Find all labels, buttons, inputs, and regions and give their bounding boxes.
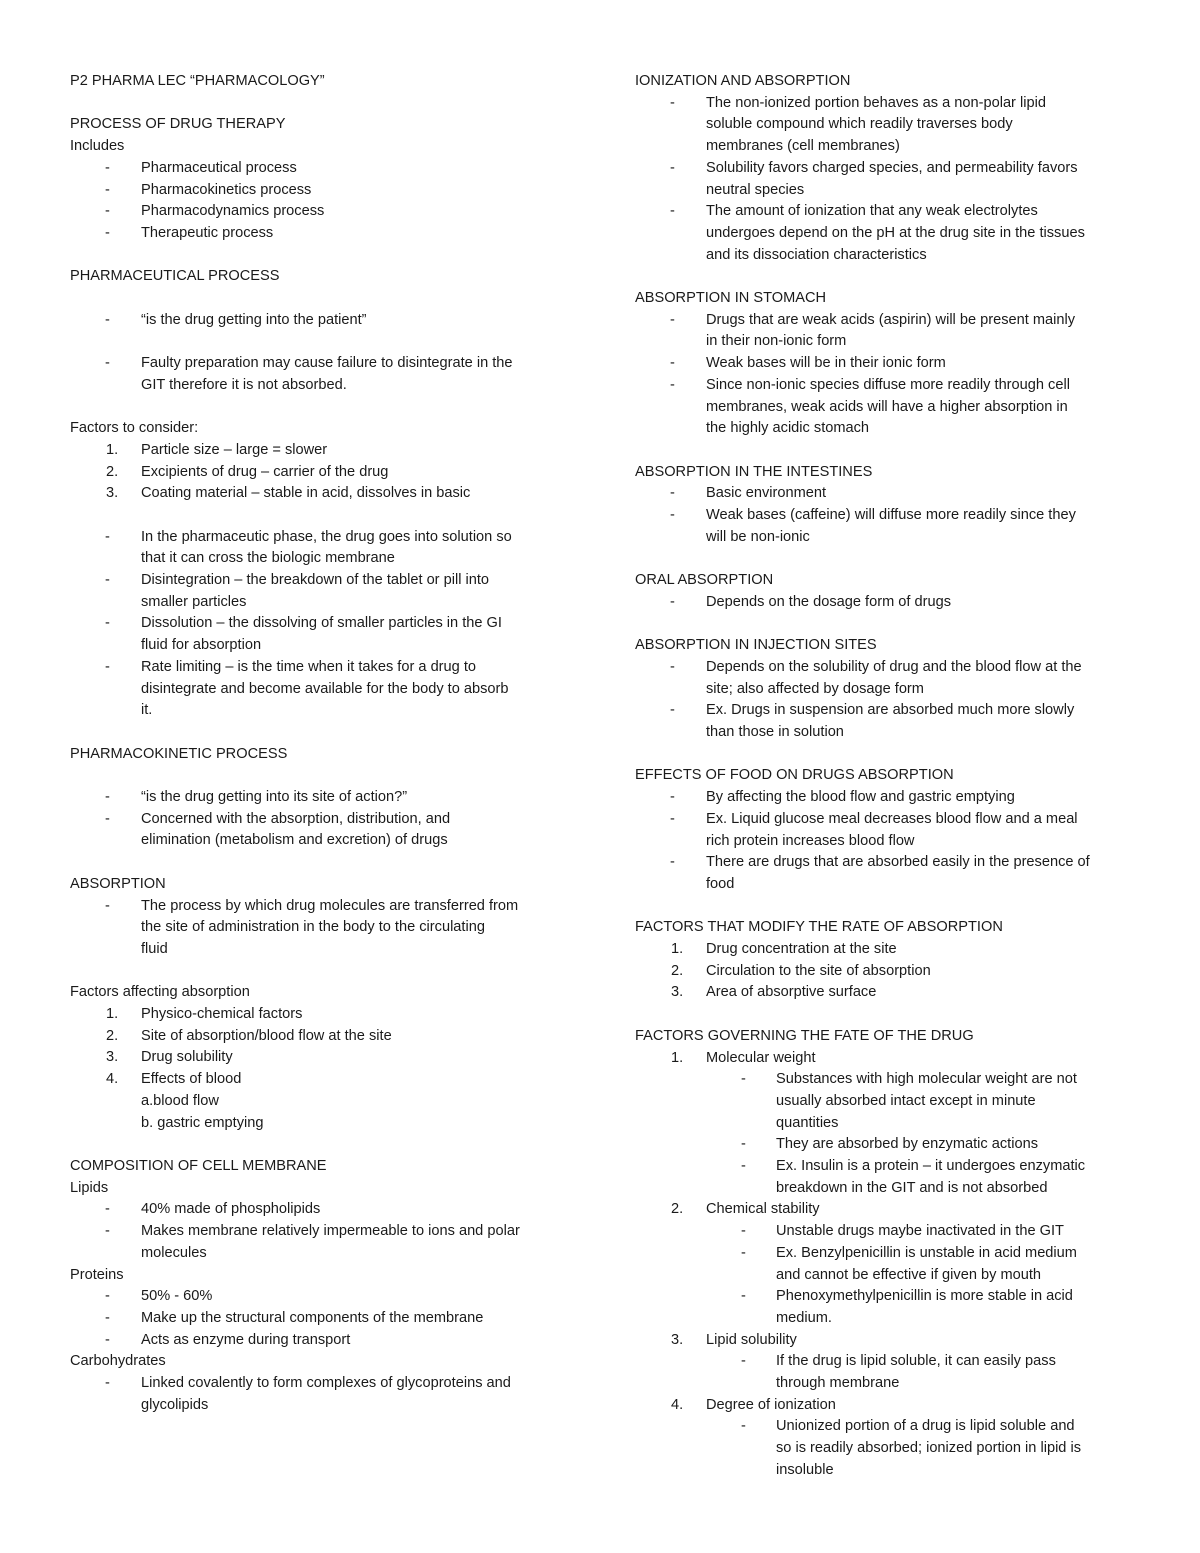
section-heading bbox=[70, 266, 585, 288]
line-text: PHARMACOKINETIC PROCESS bbox=[70, 745, 288, 762]
continuation-line bbox=[635, 874, 1145, 896]
number-marker: 1. bbox=[671, 941, 684, 958]
continuation-line bbox=[635, 136, 1145, 158]
line-text: Disintegration – the breakdown of the tablet or pill into bbox=[141, 572, 490, 589]
numbered-item bbox=[635, 1048, 1145, 1070]
line-text: Depends on the solubility of drug and the blood flow at the bbox=[706, 658, 1082, 675]
bullet-item bbox=[70, 570, 585, 592]
bullet-item bbox=[70, 1221, 585, 1243]
line-text: Drug solubility bbox=[141, 1049, 233, 1066]
bullet-item bbox=[70, 809, 585, 831]
sub-continuation-line bbox=[635, 1178, 1145, 1200]
line-text: Weak bases will be in their ionic form bbox=[706, 355, 946, 372]
dash-marker: - bbox=[105, 1331, 110, 1348]
line-text: ORAL ABSORPTION bbox=[635, 572, 774, 589]
line-text: Therapeutic process bbox=[141, 224, 274, 241]
blank-line bbox=[70, 396, 585, 418]
line-text: Concerned with the absorption, distribution, and bbox=[141, 810, 451, 827]
line-text: disintegrate and become available for the body to absorb bbox=[141, 680, 509, 697]
dash-marker: - bbox=[105, 528, 110, 545]
line-text: Lipid solubility bbox=[706, 1331, 797, 1348]
line-text: Drugs that are weak acids (aspirin) will be present mainly bbox=[706, 311, 1076, 328]
continuation-line bbox=[635, 418, 1145, 440]
line-text: Acts as enzyme during transport bbox=[141, 1331, 351, 1348]
sub-bullet-item bbox=[635, 1156, 1145, 1178]
line-text: FACTORS GOVERNING THE FATE OF THE DRUG bbox=[635, 1027, 974, 1044]
line-text: that it can cross the biologic membrane bbox=[141, 550, 395, 567]
line-text: membranes, weak acids will have a higher absorption in bbox=[706, 398, 1068, 415]
blank-line bbox=[70, 722, 585, 744]
dash-marker: - bbox=[741, 1071, 746, 1088]
paragraph-line bbox=[70, 1265, 585, 1287]
continuation-line bbox=[70, 917, 585, 939]
dash-marker: - bbox=[105, 203, 110, 220]
dash-marker: - bbox=[105, 810, 110, 827]
line-text: Since non-ionic species diffuse more readily through cell bbox=[706, 376, 1070, 393]
blank-line bbox=[70, 93, 585, 115]
continuation-line bbox=[635, 679, 1145, 701]
line-text: fluid for absorption bbox=[141, 637, 262, 654]
line-text: Faulty preparation may cause failure to disintegrate in the bbox=[141, 355, 513, 372]
line-text: fluid bbox=[141, 940, 168, 957]
line-text: Solubility favors charged species, and permeability favors bbox=[706, 159, 1078, 176]
bullet-item bbox=[70, 201, 585, 223]
dash-marker: - bbox=[741, 1223, 746, 1240]
line-text: Phenoxymethylpenicillin is more stable in acid bbox=[776, 1288, 1073, 1305]
dash-marker: - bbox=[670, 311, 675, 328]
dash-marker: - bbox=[670, 658, 675, 675]
dash-marker: - bbox=[670, 593, 675, 610]
line-text: Weak bases (caffeine) will diffuse more readily since they bbox=[706, 507, 1076, 524]
line-text: elimination (metabolism and excretion) of drugs bbox=[141, 832, 448, 849]
section-heading bbox=[635, 462, 1145, 484]
line-text: smaller particles bbox=[141, 593, 247, 610]
section-heading bbox=[635, 917, 1145, 939]
bullet-item bbox=[635, 505, 1145, 527]
bullet-item bbox=[70, 180, 585, 202]
line-text: site; also affected by dosage form bbox=[706, 680, 924, 697]
bullet-item bbox=[70, 353, 585, 375]
dash-marker: - bbox=[670, 810, 675, 827]
line-text: Makes membrane relatively impermeable to ions and polar bbox=[141, 1223, 520, 1240]
line-text: rich protein increases blood flow bbox=[706, 832, 915, 849]
dash-marker: - bbox=[105, 224, 110, 241]
sub-continuation-line bbox=[635, 1091, 1145, 1113]
blank-line bbox=[635, 548, 1145, 570]
dash-marker: - bbox=[670, 507, 675, 524]
line-text: Ex. Insulin is a protein – it undergoes enzymatic bbox=[776, 1158, 1086, 1175]
dash-marker: - bbox=[105, 1309, 110, 1326]
dash-marker: - bbox=[105, 572, 110, 589]
line-text: undergoes depend on the pH at the drug site in the tissues bbox=[706, 224, 1085, 241]
sub-bullet-item bbox=[635, 1221, 1145, 1243]
dash-marker: - bbox=[670, 854, 675, 871]
number-marker: 2. bbox=[671, 962, 684, 979]
sub-continuation-line bbox=[635, 1460, 1145, 1482]
dash-marker: - bbox=[741, 1244, 746, 1261]
section-heading bbox=[635, 288, 1145, 310]
line-text: Chemical stability bbox=[706, 1201, 820, 1218]
bullet-item bbox=[70, 896, 585, 918]
line-text: By affecting the blood flow and gastric emptying bbox=[706, 789, 1015, 806]
line-text: Area of absorptive surface bbox=[706, 984, 877, 1001]
numbered-item bbox=[635, 1330, 1145, 1352]
line-text: Rate limiting – is the time when it takes for a drug to bbox=[141, 658, 477, 675]
dash-marker: - bbox=[105, 897, 110, 914]
continuation-line bbox=[70, 1091, 585, 1113]
dash-marker: - bbox=[741, 1418, 746, 1435]
dash-marker: - bbox=[105, 1375, 110, 1392]
continuation-line bbox=[70, 679, 585, 701]
line-text: Linked covalently to form complexes of glycoproteins and bbox=[141, 1375, 511, 1392]
line-text: “is the drug getting into its site of action?” bbox=[141, 789, 408, 806]
line-text: glycolipids bbox=[141, 1396, 209, 1413]
numbered-item bbox=[635, 961, 1145, 983]
sub-continuation-line bbox=[635, 1373, 1145, 1395]
line-text: Effects of blood bbox=[141, 1071, 242, 1088]
dash-marker: - bbox=[670, 203, 675, 220]
number-marker: 1. bbox=[106, 441, 119, 458]
line-text: the site of administration in the body to the circulating bbox=[141, 919, 485, 936]
line-text: IONIZATION AND ABSORPTION bbox=[635, 73, 851, 89]
dash-marker: - bbox=[105, 615, 110, 632]
line-text: Depends on the dosage form of drugs bbox=[706, 593, 952, 610]
line-text: in their non-ionic form bbox=[706, 333, 847, 350]
continuation-line bbox=[70, 548, 585, 570]
sub-bullet-item bbox=[635, 1243, 1145, 1265]
number-marker: 3. bbox=[671, 984, 684, 1001]
number-marker: 4. bbox=[671, 1396, 684, 1413]
line-text: They are absorbed by enzymatic actions bbox=[776, 1136, 1039, 1153]
line-text: food bbox=[706, 875, 735, 892]
line-text: neutral species bbox=[706, 181, 805, 198]
line-text: The process by which drug molecules are transferred from bbox=[141, 897, 519, 914]
line-text: 50% - 60% bbox=[141, 1288, 213, 1305]
line-text: 40% made of phospholipids bbox=[141, 1201, 321, 1218]
sub-bullet-item bbox=[635, 1134, 1145, 1156]
bullet-item bbox=[635, 809, 1145, 831]
blank-line bbox=[70, 961, 585, 983]
dash-marker: - bbox=[105, 355, 110, 372]
sub-continuation-line bbox=[635, 1265, 1145, 1287]
bullet-item bbox=[635, 353, 1145, 375]
line-text: Pharmacodynamics process bbox=[141, 203, 325, 220]
continuation-line bbox=[70, 592, 585, 614]
line-text: ABSORPTION IN STOMACH bbox=[635, 290, 827, 307]
paragraph-line bbox=[70, 1178, 585, 1200]
section-heading bbox=[635, 635, 1145, 657]
bullet-item bbox=[635, 158, 1145, 180]
blank-line bbox=[70, 505, 585, 527]
right-column bbox=[635, 71, 1145, 1482]
blank-line bbox=[70, 331, 585, 353]
continuation-line bbox=[70, 830, 585, 852]
dash-marker: - bbox=[105, 159, 110, 176]
continuation-line bbox=[70, 939, 585, 961]
line-text: Unionized portion of a drug is lipid soluble and bbox=[776, 1418, 1075, 1435]
line-text: Pharmaceutical process bbox=[141, 159, 297, 176]
blank-line bbox=[70, 245, 585, 267]
dash-marker: - bbox=[105, 1201, 110, 1218]
dash-marker: - bbox=[105, 1288, 110, 1305]
number-marker: 2. bbox=[106, 1027, 119, 1044]
bullet-item bbox=[635, 310, 1145, 332]
line-text: Degree of ionization bbox=[706, 1396, 836, 1413]
dash-marker: - bbox=[741, 1158, 746, 1175]
continuation-line bbox=[635, 180, 1145, 202]
line-text: the highly acidic stomach bbox=[706, 420, 870, 437]
line-text: “is the drug getting into the patient” bbox=[141, 311, 367, 328]
bullet-item bbox=[635, 700, 1145, 722]
line-text: Unstable drugs maybe inactivated in the GIT bbox=[776, 1223, 1064, 1240]
continuation-line bbox=[635, 397, 1145, 419]
bullet-item bbox=[70, 1308, 585, 1330]
line-text: Ex. Drugs in suspension are absorbed much more slowly bbox=[706, 702, 1075, 719]
blank-line bbox=[635, 266, 1145, 288]
line-text: membranes (cell membranes) bbox=[706, 138, 900, 155]
left-column bbox=[70, 71, 585, 1416]
line-text: Particle size – large = slower bbox=[141, 441, 328, 458]
continuation-line bbox=[70, 375, 585, 397]
line-text: Ex. Benzylpenicillin is unstable in acid medium bbox=[776, 1244, 1077, 1261]
section-heading bbox=[70, 744, 585, 766]
numbered-item bbox=[70, 1069, 585, 1091]
numbered-item bbox=[635, 1199, 1145, 1221]
section-heading bbox=[70, 71, 585, 93]
numbered-item bbox=[70, 1004, 585, 1026]
numbered-item bbox=[70, 483, 585, 505]
continuation-line bbox=[70, 1395, 585, 1417]
line-text: b. gastric emptying bbox=[141, 1114, 264, 1131]
continuation-line bbox=[635, 223, 1145, 245]
line-text: Substances with high molecular weight are not bbox=[776, 1071, 1077, 1088]
line-text: The amount of ionization that any weak electrolytes bbox=[706, 203, 1038, 220]
line-text: insoluble bbox=[776, 1461, 834, 1478]
dash-marker: - bbox=[670, 355, 675, 372]
bullet-item bbox=[70, 1373, 585, 1395]
continuation-line bbox=[70, 1243, 585, 1265]
section-heading bbox=[70, 114, 585, 136]
line-text: ABSORPTION bbox=[70, 875, 166, 892]
number-marker: 3. bbox=[106, 485, 119, 502]
section-heading bbox=[635, 71, 1145, 93]
dash-marker: - bbox=[105, 1223, 110, 1240]
numbered-item bbox=[70, 462, 585, 484]
continuation-line bbox=[635, 527, 1145, 549]
dash-marker: - bbox=[670, 94, 675, 111]
section-heading bbox=[70, 874, 585, 896]
line-text: molecules bbox=[141, 1244, 207, 1261]
line-text: There are drugs that are absorbed easily in the presence of bbox=[706, 854, 1090, 871]
line-text: Includes bbox=[70, 138, 125, 155]
blank-line bbox=[635, 896, 1145, 918]
bullet-item bbox=[70, 310, 585, 332]
line-text: so is readily absorbed; ionized portion in lipid is bbox=[776, 1440, 1082, 1457]
bullet-item bbox=[635, 93, 1145, 115]
bullet-item bbox=[70, 527, 585, 549]
sub-bullet-item bbox=[635, 1286, 1145, 1308]
sub-bullet-item bbox=[635, 1416, 1145, 1438]
line-text: Circulation to the site of absorption bbox=[706, 962, 931, 979]
section-heading bbox=[70, 1156, 585, 1178]
sub-continuation-line bbox=[635, 1438, 1145, 1460]
line-text: Pharmacokinetics process bbox=[141, 181, 312, 198]
dash-marker: - bbox=[670, 702, 675, 719]
line-text: The non-ionized portion behaves as a non-polar lipid bbox=[706, 94, 1046, 111]
number-marker: 1. bbox=[671, 1049, 684, 1066]
line-text: Drug concentration at the site bbox=[706, 941, 897, 958]
line-text: will be non-ionic bbox=[706, 528, 810, 545]
line-text: Ex. Liquid glucose meal decreases blood flow and a meal bbox=[706, 810, 1078, 827]
line-text: usually absorbed intact except in minute bbox=[776, 1092, 1036, 1109]
dash-marker: - bbox=[670, 485, 675, 502]
line-text: Excipients of drug – carrier of the drug bbox=[141, 463, 389, 480]
bullet-item bbox=[70, 1330, 585, 1352]
line-text: GIT therefore it is not absorbed. bbox=[141, 376, 347, 393]
number-marker: 1. bbox=[106, 1006, 119, 1023]
paragraph-line bbox=[70, 136, 585, 158]
line-text: Coating material – stable in acid, dissolves in basic bbox=[141, 485, 471, 502]
bullet-item bbox=[635, 787, 1145, 809]
line-text: than those in solution bbox=[706, 724, 844, 741]
line-text: ABSORPTION IN THE INTESTINES bbox=[635, 463, 873, 480]
line-text: soluble compound which readily traverses body bbox=[706, 116, 1013, 133]
dash-marker: - bbox=[105, 789, 110, 806]
continuation-line bbox=[635, 331, 1145, 353]
blank-line bbox=[635, 1004, 1145, 1026]
line-text: If the drug is lipid soluble, it can easily pass bbox=[776, 1353, 1056, 1370]
dash-marker: - bbox=[741, 1288, 746, 1305]
numbered-item bbox=[70, 1026, 585, 1048]
continuation-line bbox=[635, 245, 1145, 267]
bullet-item bbox=[70, 1286, 585, 1308]
line-text: Factors to consider: bbox=[70, 420, 199, 437]
paragraph-line bbox=[70, 1351, 585, 1373]
numbered-item bbox=[635, 1395, 1145, 1417]
bullet-item bbox=[635, 657, 1145, 679]
number-marker: 4. bbox=[106, 1071, 119, 1088]
bullet-item bbox=[70, 223, 585, 245]
paragraph-line bbox=[70, 418, 585, 440]
line-text: Molecular weight bbox=[706, 1049, 816, 1066]
number-marker: 3. bbox=[106, 1049, 119, 1066]
continuation-line bbox=[70, 700, 585, 722]
blank-line bbox=[70, 765, 585, 787]
continuation-line bbox=[635, 722, 1145, 744]
numbered-item bbox=[635, 982, 1145, 1004]
numbered-item bbox=[70, 440, 585, 462]
dash-marker: - bbox=[105, 658, 110, 675]
line-text: P2 PHARMA LEC “PHARMACOLOGY” bbox=[70, 73, 325, 89]
blank-line bbox=[635, 440, 1145, 462]
bullet-item bbox=[635, 201, 1145, 223]
line-text: breakdown in the GIT and is not absorbed bbox=[776, 1179, 1048, 1196]
blank-line bbox=[70, 1134, 585, 1156]
bullet-item bbox=[635, 592, 1145, 614]
number-marker: 2. bbox=[106, 463, 119, 480]
line-text: PROCESS OF DRUG THERAPY bbox=[70, 116, 286, 133]
dash-marker: - bbox=[670, 159, 675, 176]
sub-bullet-item bbox=[635, 1069, 1145, 1091]
blank-line bbox=[70, 288, 585, 310]
line-text: In the pharmaceutic phase, the drug goes into solution so bbox=[141, 528, 512, 545]
numbered-item bbox=[635, 939, 1145, 961]
sub-continuation-line bbox=[635, 1113, 1145, 1135]
blank-line bbox=[635, 744, 1145, 766]
line-text: Proteins bbox=[70, 1266, 124, 1283]
blank-line bbox=[70, 852, 585, 874]
section-heading bbox=[635, 570, 1145, 592]
dash-marker: - bbox=[105, 311, 110, 328]
bullet-item bbox=[70, 158, 585, 180]
line-text: Factors affecting absorption bbox=[70, 984, 250, 1001]
line-text: quantities bbox=[776, 1114, 839, 1131]
sub-continuation-line bbox=[635, 1308, 1145, 1330]
line-text: medium. bbox=[776, 1309, 832, 1326]
line-text: COMPOSITION OF CELL MEMBRANE bbox=[70, 1157, 327, 1174]
line-text: Site of absorption/blood flow at the site bbox=[141, 1027, 392, 1044]
line-text: a.blood flow bbox=[141, 1092, 219, 1109]
continuation-line bbox=[635, 114, 1145, 136]
line-text: ABSORPTION IN INJECTION SITES bbox=[635, 637, 877, 654]
dash-marker: - bbox=[105, 181, 110, 198]
line-text: FACTORS THAT MODIFY THE RATE OF ABSORPTION bbox=[635, 919, 1003, 936]
paragraph-line bbox=[70, 982, 585, 1004]
line-text: it. bbox=[141, 702, 153, 719]
continuation-line bbox=[635, 831, 1145, 853]
bullet-item bbox=[635, 375, 1145, 397]
dash-marker: - bbox=[670, 789, 675, 806]
number-marker: 2. bbox=[671, 1201, 684, 1218]
line-text: Physico-chemical factors bbox=[141, 1006, 303, 1023]
line-text: Carbohydrates bbox=[70, 1353, 166, 1370]
bullet-item bbox=[635, 852, 1145, 874]
line-text: PHARMACEUTICAL PROCESS bbox=[70, 268, 280, 285]
blank-line bbox=[635, 614, 1145, 636]
number-marker: 3. bbox=[671, 1331, 684, 1348]
section-heading bbox=[635, 1026, 1145, 1048]
section-heading bbox=[635, 765, 1145, 787]
bullet-item bbox=[635, 483, 1145, 505]
continuation-line bbox=[70, 1113, 585, 1135]
numbered-item bbox=[70, 1047, 585, 1069]
dash-marker: - bbox=[741, 1353, 746, 1370]
bullet-item bbox=[70, 613, 585, 635]
line-text: Make up the structural components of the membrane bbox=[141, 1309, 484, 1326]
line-text: and its dissociation characteristics bbox=[706, 246, 927, 263]
line-text: through membrane bbox=[776, 1375, 900, 1392]
bullet-item bbox=[70, 657, 585, 679]
bullet-item bbox=[70, 787, 585, 809]
line-text: Dissolution – the dissolving of smaller particles in the GI bbox=[141, 615, 502, 632]
line-text: and cannot be effective if given by mouth bbox=[776, 1266, 1042, 1283]
sub-bullet-item bbox=[635, 1351, 1145, 1373]
dash-marker: - bbox=[670, 376, 675, 393]
line-text: EFFECTS OF FOOD ON DRUGS ABSORPTION bbox=[635, 767, 954, 784]
continuation-line bbox=[70, 635, 585, 657]
bullet-item bbox=[70, 1199, 585, 1221]
line-text: Lipids bbox=[70, 1179, 109, 1196]
line-text: Basic environment bbox=[706, 485, 827, 502]
dash-marker: - bbox=[741, 1136, 746, 1153]
